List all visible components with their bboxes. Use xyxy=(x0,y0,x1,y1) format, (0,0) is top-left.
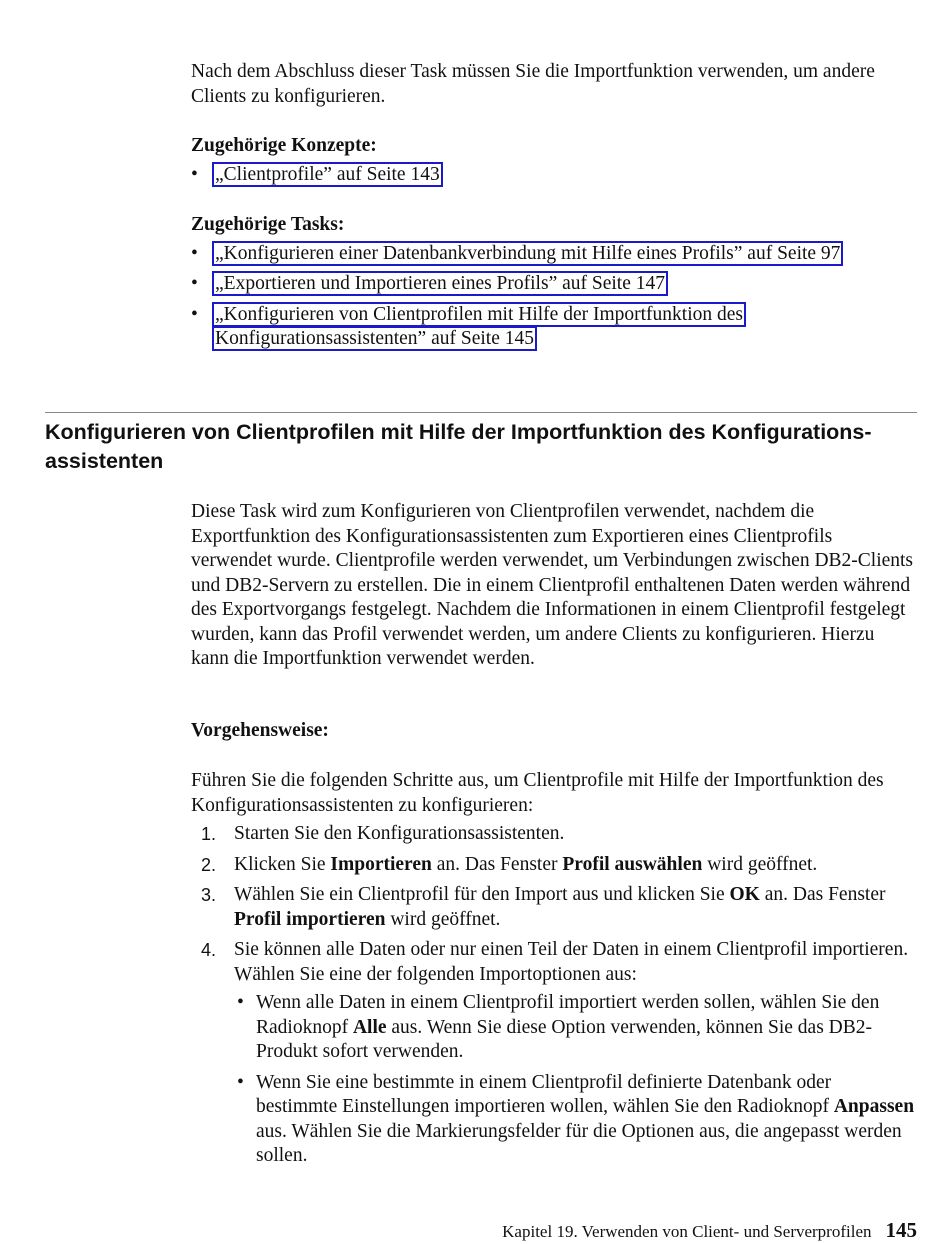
bullet-icon: • xyxy=(191,242,198,264)
list-item xyxy=(191,242,891,267)
step-2 xyxy=(191,853,916,878)
step-3 xyxy=(191,883,916,932)
section-description xyxy=(191,500,916,672)
link-import-client-profiles[interactable]: „Konfigurieren von Clientprofilen mit Hilfe der Importfunktion des Konfigurationsassistenten” auf Seite 145 xyxy=(212,302,746,352)
intro-paragraph: Nach dem Abschluss dieser Task müssen Sie die Importfunktion verwenden, um andere Clients zu konfigurieren. xyxy=(191,61,875,107)
option-text: Wenn alle Daten in einem Clientprofil importiert werden sollen, wählen Sie den Radioknopf Alle aus. Wenn Sie diese Option verwenden, können Sie das DB2-Produkt sofort verwenden. xyxy=(256,992,880,1062)
ui-term-profil-importieren: Profil importieren xyxy=(234,908,386,930)
ui-term-ok: OK xyxy=(729,884,760,905)
step-text: Starten Sie den Konfigurationsassistenten. xyxy=(234,823,565,844)
step-number: 1. xyxy=(201,824,217,844)
step-number: 4. xyxy=(201,940,217,960)
step-text: Klicken Sie Importieren an. Das Fenster Profil auswählen wird geöffnet. xyxy=(234,853,818,875)
section-divider xyxy=(45,412,917,413)
step-1 xyxy=(191,822,916,847)
list-item xyxy=(234,991,916,1065)
steps-list xyxy=(191,822,916,1169)
related-tasks-list xyxy=(191,242,891,352)
related-concepts-heading: Zugehörige Konzepte: xyxy=(191,135,377,156)
ui-term-alle: Alle xyxy=(352,1016,387,1038)
link-clientprofile[interactable]: „Clientprofile” auf Seite 143 xyxy=(212,162,443,187)
step-text: Wählen Sie ein Clientprofil für den Import aus und klicken Sie OK an. Das Fenster Profil importieren wird geöffnet. xyxy=(234,884,886,930)
ui-term-anpassen: Anpassen xyxy=(833,1096,915,1117)
ui-term-profil-auswaehlen: Profil auswählen xyxy=(562,853,703,875)
procedure-block xyxy=(191,769,916,1175)
bullet-icon: • xyxy=(237,1071,244,1093)
link-export-import[interactable]: „Exportieren und Importieren eines Profils” auf Seite 147 xyxy=(212,271,668,296)
bullet-icon: • xyxy=(191,303,198,325)
bullet-icon: • xyxy=(191,273,198,294)
list-item xyxy=(191,303,891,352)
procedure-intro: Führen Sie die folgenden Schritte aus, um Clientprofile mit Hilfe der Importfunktion des Konfigurationsassistenten zu konfigurieren: xyxy=(191,770,884,816)
link-db-connection[interactable]: „Konfigurieren einer Datenbankverbindung mit Hilfe eines Profils” auf Seite 97 xyxy=(212,241,843,266)
step-text: Sie können alle Daten oder nur einen Teil der Daten in einem Clientprofil importieren. Wählen Sie eine der folgenden Importoptionen aus: xyxy=(234,939,909,985)
import-options-list xyxy=(234,991,916,1169)
bullet-icon: • xyxy=(237,992,244,1013)
related-concepts xyxy=(191,134,891,193)
section-title: Konfigurieren von Clientprofilen mit Hilfe der Importfunktion des Konfigurationsassistenten xyxy=(45,420,872,473)
page-number: 145 xyxy=(885,1218,917,1242)
related-tasks-heading: Zugehörige Tasks: xyxy=(191,214,345,235)
ui-term-importieren: Importieren xyxy=(330,853,432,875)
list-item xyxy=(234,1071,916,1169)
procedure-heading: Vorgehensweise: xyxy=(191,720,329,741)
related-concepts-list xyxy=(191,163,891,188)
bullet-icon: • xyxy=(191,163,198,185)
list-item xyxy=(191,272,891,297)
list-item xyxy=(191,163,891,188)
step-number: 3. xyxy=(201,885,217,905)
footer-chapter: Kapitel 19. Verwenden von Client- und Serverprofilen xyxy=(502,1222,872,1241)
page-footer xyxy=(502,1218,917,1244)
related-tasks xyxy=(191,213,891,358)
step-number: 2. xyxy=(201,854,217,875)
description-paragraph: Diese Task wird zum Konfigurieren von Clientprofilen verwendet, nachdem die Exportfunktion des Konfigurationsassistenten zum Exportieren eines Clientprofils verwendet wurde. Clientprofile werden verwendet, um Verbindungen zwischen DB2-Clients und DB2-Servern zu erstellen. Die in einem Clientprofil enthaltenen Daten werden während des Exportvorgangs festgelegt. Nachdem die Informationen in einem Clientprofil festgelegt wurden, kann das Profil verwendet werden, um andere Clients zu konfigurieren. Hierzu kann die Importfunktion verwendet werden. xyxy=(191,501,914,669)
intro-block xyxy=(191,60,916,109)
step-4 xyxy=(191,938,916,1169)
option-text: Wenn Sie eine bestimmte in einem Clientprofil definierte Datenbank oder bestimmte Einstellungen importieren wollen, wählen Sie den Radioknopf Anpassen aus. Wählen Sie die Markierungsfelder für die Optionen aus, die angepasst werden sollen. xyxy=(256,1071,915,1166)
